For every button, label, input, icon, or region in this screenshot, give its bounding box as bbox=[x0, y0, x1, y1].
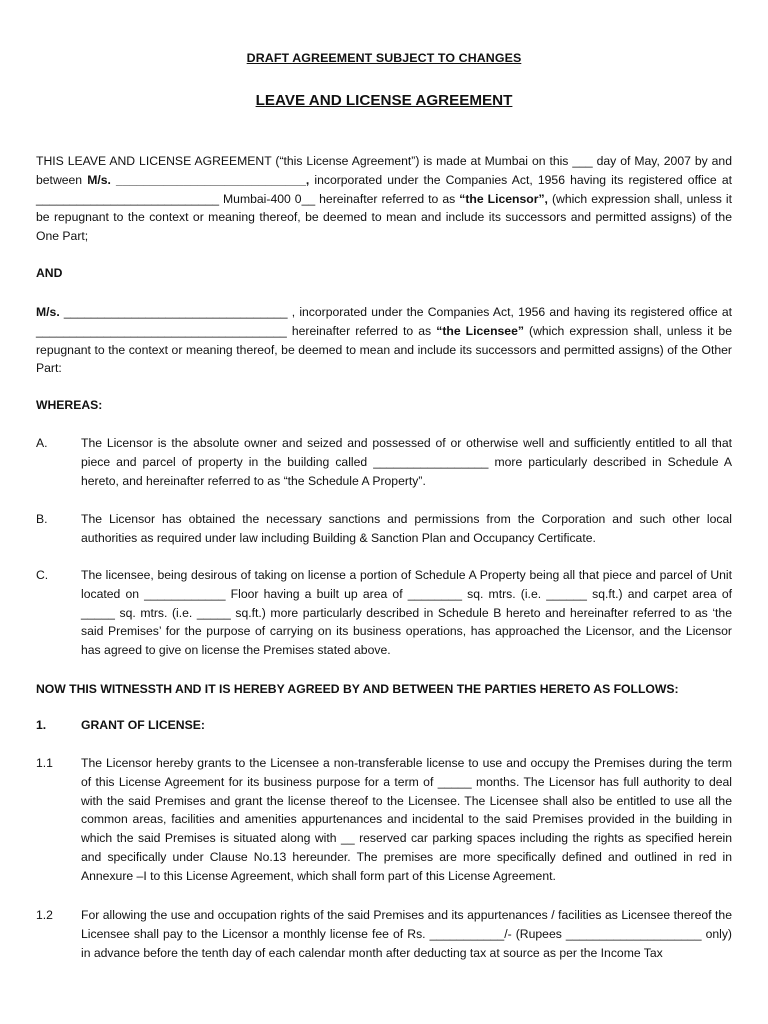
second-party-text-2: (which expression shall, unless it be repugnant to the context or meaning thereof, be deemed to mean and include its successors and permitted assigns) of the Other Part: bbox=[36, 323, 732, 376]
clause-text: The Licensor hereby grants to the Licensee a non-transferable license to use and occupy the Premises during the term of this License Agreement for its business purpose for a term of _____ months. The Licensor has full authority to deal with the said Premises and grant the license thereof to the Licensee. The Licensee shall also be entitled to use all the common areas, facilities and amenities appurtenances and incidental to the said Premises provided in the building in which the said Premises is situated along with __ reserved car parking spaces including the rights as specified herein and specifically under Clause No.13 hereunder. The premises are more specifically defined and outlined in red in Annexure –I to this License Agreement, which shall form part of this License Agreement. bbox=[81, 756, 732, 883]
document-title: LEAVE AND LICENSE AGREEMENT bbox=[255, 92, 513, 109]
recital-marker: C. bbox=[36, 568, 49, 582]
recital-text: The Licensor has obtained the necessary sanctions and permissions from the Corporation and such other local authorities as required under law including Building & Sanction Plan and Occupancy Certificate. bbox=[81, 512, 732, 545]
whereas-heading: WHEREAS: bbox=[36, 398, 103, 412]
and-heading: AND bbox=[36, 266, 63, 280]
witnesseth-heading: NOW THIS WITNESSTH AND IT IS HEREBY AGREED BY AND BETWEEN THE PARTIES HERETO AS FOLLOWS: bbox=[36, 682, 679, 696]
section-number: 1. bbox=[36, 718, 47, 732]
preamble-text-3: (which expression shall, unless it be repugnant to the context or meaning thereof, be deemed to mean and include its successors and permitted assigns) of the One Part; bbox=[36, 191, 732, 244]
first-party-name: M/s. ____________________________, bbox=[87, 172, 310, 187]
recital-marker: A. bbox=[36, 436, 48, 450]
recital-text: The licensee, being desirous of taking on license a portion of Schedule A Property being all that piece and parcel of Unit located on ____________ Floor having a built up area of ________ sq. mtrs. (i.e. ______ sq.ft.) and carpet area of _____ sq. mtrs. (i.e. _____ sq.ft.) more particularly described in Schedule B hereto and hereinafter referred to as ‘the said Premises’ for the purpose of carrying on its business operations, has approached the Licensor, and the Licensor has agreed to give on license the Premises stated above. bbox=[81, 568, 732, 658]
recital-text: The Licensor is the absolute owner and seized and possessed of or otherwise well and sufficiently entitled to all that piece and parcel of property in the building called _________________ more particularly described in Schedule A hereto, and hereinafter referred to as “the Schedule A Property”. bbox=[81, 436, 732, 488]
licensee-term: “the Licensee” bbox=[436, 323, 524, 338]
preamble-text-2: incorporated under the Companies Act, 1956 having its registered office at ___________________________ Mumbai-400 0__ hereinafter referred to as bbox=[36, 172, 733, 206]
draft-notice: DRAFT AGREEMENT SUBJECT TO CHANGES bbox=[246, 51, 522, 65]
preamble-text-1: THIS LEAVE AND LICENSE AGREEMENT (“this License Agreement”) is made at Mumbai on this ___ day of May, 2007 by and between bbox=[36, 154, 732, 187]
clause-text: For allowing the use and occupation rights of the said Premises and its appurtenances / facilities as Licensee thereof the Licensee shall pay to the Licensor a monthly license fee of Rs. ___________/- (Rupees ____________________ only) in advance before the tenth day of each calendar month after deducting tax at source as per the Income Tax bbox=[81, 908, 732, 960]
licensor-term: “the Licensor”, bbox=[459, 191, 548, 206]
clause-number: 1.1 bbox=[36, 756, 53, 770]
clause-number: 1.2 bbox=[36, 908, 53, 922]
recital-marker: B. bbox=[36, 512, 48, 526]
section-title: GRANT OF LICENSE: bbox=[81, 718, 205, 732]
second-party-paragraph bbox=[36, 303, 732, 378]
second-party-text-1: _________________________________ , incorporated under the Companies Act, 1956 and having its registered office at _____________________________________ hereinafter referred to as bbox=[36, 305, 732, 338]
second-party-ms: M/s. bbox=[36, 305, 60, 319]
preamble-paragraph bbox=[36, 152, 732, 246]
